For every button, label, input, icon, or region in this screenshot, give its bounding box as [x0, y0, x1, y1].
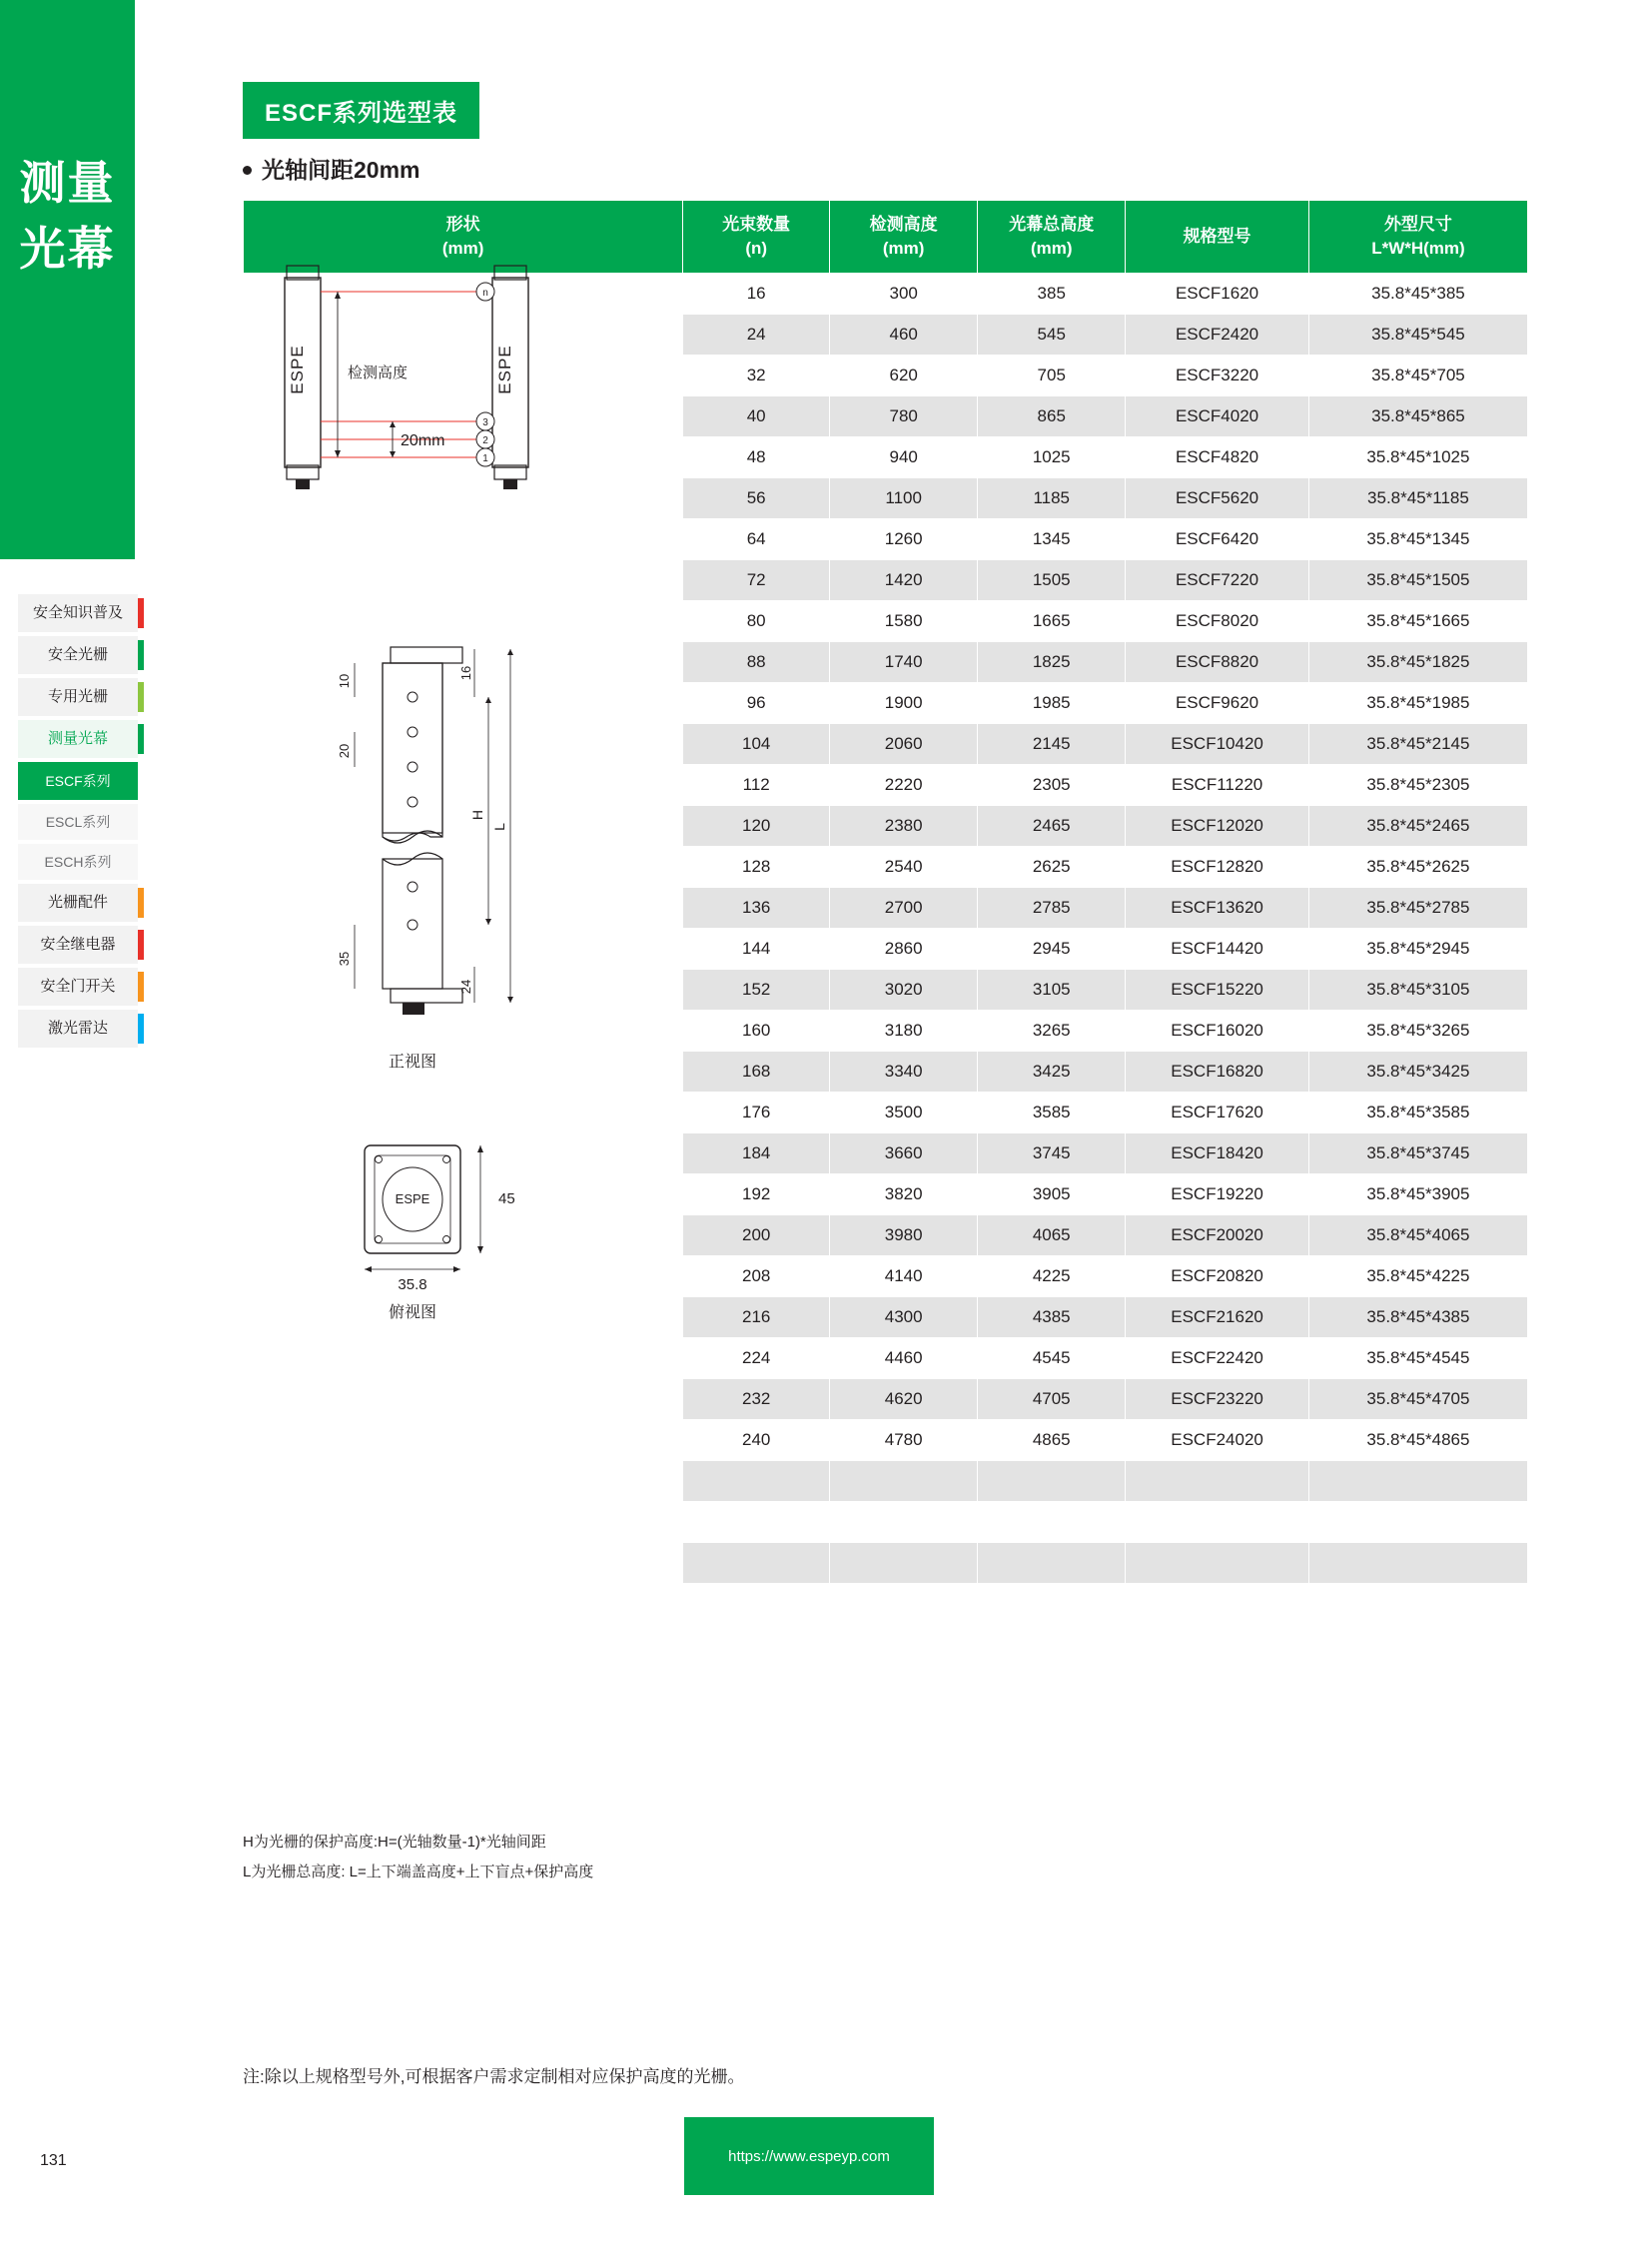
cell-beam-count: 176: [683, 1093, 830, 1133]
sidebar-item-label: 安全继电器: [40, 936, 116, 953]
sidebar-item-label: 安全门开关: [40, 978, 116, 995]
svg-text:35.8: 35.8: [398, 1276, 427, 1293]
page-number: 131: [40, 2152, 67, 2169]
cell-model: ESCF14420: [1126, 929, 1309, 970]
cell-model: ESCF12020: [1126, 806, 1309, 847]
cell-total-height: 1985: [978, 683, 1126, 724]
cell-model: ESCF8020: [1126, 601, 1309, 642]
cell-total-height: 3425: [978, 1052, 1126, 1093]
cell-detect-height: 1260: [830, 519, 978, 560]
footnote: 注:除以上规格型号外,可根据客户需求定制相对应保护高度的光栅。: [243, 2067, 745, 2086]
svg-text:10: 10: [337, 673, 352, 689]
cell-model: ESCF10420: [1126, 724, 1309, 765]
nav-color-bar: [138, 972, 144, 1002]
cell-total-height: 1025: [978, 437, 1126, 478]
cell-dimensions: 35.8*45*545: [1308, 315, 1527, 356]
cell-model: [1126, 1502, 1309, 1543]
svg-text:L: L: [491, 823, 507, 831]
sidebar-item-label: ESCH系列: [44, 854, 112, 870]
cell-detect-height: 2060: [830, 724, 978, 765]
cell-dimensions: 35.8*45*4225: [1308, 1256, 1527, 1297]
svg-text:20: 20: [337, 743, 352, 759]
cell-dimensions: 35.8*45*705: [1308, 356, 1527, 396]
cell-total-height: 705: [978, 356, 1126, 396]
cell-detect-height: 4300: [830, 1297, 978, 1338]
cell-total-height: 1185: [978, 478, 1126, 519]
th-model: [1126, 201, 1309, 274]
cell-model: ESCF11220: [1126, 765, 1309, 806]
svg-text:1: 1: [482, 453, 488, 464]
cell-dimensions: 35.8*45*1985: [1308, 683, 1527, 724]
nav-color-bar: [138, 682, 144, 712]
cell-beam-count: 200: [683, 1215, 830, 1256]
cell-beam-count: [683, 1584, 830, 1625]
sidebar-item-label: ESCL系列: [45, 814, 111, 830]
cell-beam-count: 152: [683, 970, 830, 1011]
th-model-line1: 规格型号: [1183, 227, 1251, 246]
cell-total-height: 2625: [978, 847, 1126, 888]
cell-detect-height: [830, 1584, 978, 1625]
cell-beam-count: 80: [683, 601, 830, 642]
th-dimensions-line2: L*W*H(mm): [1371, 239, 1465, 258]
cell-total-height: 4385: [978, 1297, 1126, 1338]
cell-beam-count: 24: [683, 315, 830, 356]
cell-model: [1126, 1461, 1309, 1502]
sidebar-item-grating-accessories[interactable]: [18, 884, 138, 922]
cell-beam-count: [683, 1502, 830, 1543]
cell-beam-count: 48: [683, 437, 830, 478]
sidebar-item-safety-grating[interactable]: [18, 636, 138, 674]
cell-beam-count: 120: [683, 806, 830, 847]
th-dimensions: [1308, 201, 1527, 274]
cell-detect-height: 4460: [830, 1338, 978, 1379]
cell-model: ESCF17620: [1126, 1093, 1309, 1133]
th-detect-height-line1: 检测高度: [869, 215, 938, 234]
cell-model: ESCF9620: [1126, 683, 1309, 724]
cell-dimensions: 35.8*45*865: [1308, 396, 1527, 437]
cell-model: ESCF22420: [1126, 1338, 1309, 1379]
cell-model: ESCF3220: [1126, 356, 1309, 396]
cell-dimensions: 35.8*45*3265: [1308, 1011, 1527, 1052]
footer-url[interactable]: https://www.espeyp.com: [684, 2117, 934, 2195]
th-total-height-line2: (mm): [1030, 239, 1073, 258]
cell-detect-height: 2700: [830, 888, 978, 929]
beam-pair-diagram: [243, 250, 697, 549]
cell-total-height: 4065: [978, 1215, 1126, 1256]
cell-total-height: 2465: [978, 806, 1126, 847]
cell-dimensions: [1308, 1461, 1527, 1502]
sidebar-item-label: 光栅配件: [47, 894, 108, 911]
cell-beam-count: [683, 1543, 830, 1584]
cell-beam-count: 128: [683, 847, 830, 888]
cell-detect-height: 2380: [830, 806, 978, 847]
sidebar-item-label: 安全知识普及: [32, 604, 123, 621]
cell-model: ESCF8820: [1126, 642, 1309, 683]
cell-beam-count: 88: [683, 642, 830, 683]
nav-color-bar: [138, 930, 144, 960]
cell-beam-count: 144: [683, 929, 830, 970]
top-view-diagram: [243, 1133, 697, 1303]
cell-total-height: [978, 1502, 1126, 1543]
cell-dimensions: 35.8*45*4065: [1308, 1215, 1527, 1256]
cell-model: [1126, 1584, 1309, 1625]
cell-model: ESCF2420: [1126, 315, 1309, 356]
cell-beam-count: 192: [683, 1174, 830, 1215]
cell-detect-height: 1900: [830, 683, 978, 724]
cell-model: ESCF16820: [1126, 1052, 1309, 1093]
cell-total-height: 865: [978, 396, 1126, 437]
top-view-caption: 俯视图: [388, 1304, 436, 1321]
cell-total-height: 545: [978, 315, 1126, 356]
th-detect-height-line2: (mm): [882, 239, 925, 258]
svg-text:ESPE: ESPE: [288, 345, 307, 394]
cell-beam-count: 72: [683, 560, 830, 601]
cell-model: ESCF21620: [1126, 1297, 1309, 1338]
cell-dimensions: [1308, 1543, 1527, 1584]
cell-detect-height: 4780: [830, 1420, 978, 1461]
sidebar-item-safety-relay[interactable]: [18, 926, 138, 964]
nav-color-bar: [138, 1014, 144, 1044]
cell-model: ESCF1620: [1126, 274, 1309, 315]
cell-detect-height: 3660: [830, 1133, 978, 1174]
th-beam-count: [683, 201, 830, 274]
cell-total-height: [978, 1584, 1126, 1625]
cell-dimensions: 35.8*45*4385: [1308, 1297, 1527, 1338]
cell-beam-count: 224: [683, 1338, 830, 1379]
cell-beam-count: 40: [683, 396, 830, 437]
svg-text:24: 24: [458, 979, 473, 995]
cell-beam-count: 184: [683, 1133, 830, 1174]
cell-dimensions: [1308, 1502, 1527, 1543]
cell-detect-height: [830, 1502, 978, 1543]
cell-detect-height: 1420: [830, 560, 978, 601]
sidebar-item-escl-series[interactable]: [18, 804, 138, 840]
drawings-area: [243, 250, 697, 1548]
svg-text:ESPE: ESPE: [495, 345, 514, 394]
cell-detect-height: 620: [830, 356, 978, 396]
cell-dimensions: 35.8*45*3425: [1308, 1052, 1527, 1093]
cell-total-height: 3585: [978, 1093, 1126, 1133]
cell-total-height: 3105: [978, 970, 1126, 1011]
cell-detect-height: 460: [830, 315, 978, 356]
cell-total-height: 1825: [978, 642, 1126, 683]
cell-detect-height: 300: [830, 274, 978, 315]
cell-beam-count: 136: [683, 888, 830, 929]
cell-dimensions: 35.8*45*4865: [1308, 1420, 1527, 1461]
cell-total-height: 4545: [978, 1338, 1126, 1379]
cell-detect-height: 4140: [830, 1256, 978, 1297]
svg-text:45: 45: [498, 1190, 515, 1207]
cell-model: ESCF20020: [1126, 1215, 1309, 1256]
svg-text:20mm: 20mm: [401, 432, 445, 449]
svg-text:H: H: [469, 809, 485, 821]
cell-model: [1126, 1543, 1309, 1584]
cell-total-height: 4225: [978, 1256, 1126, 1297]
front-view-caption: 正视图: [388, 1054, 436, 1071]
page-title-badge: ESCF系列选型表: [243, 82, 479, 139]
th-shape-line2: (mm): [441, 239, 484, 258]
cell-dimensions: 35.8*45*1665: [1308, 601, 1527, 642]
cell-detect-height: 3820: [830, 1174, 978, 1215]
cell-model: ESCF13620: [1126, 888, 1309, 929]
cell-dimensions: 35.8*45*2305: [1308, 765, 1527, 806]
bullet-icon: [243, 166, 252, 175]
cell-dimensions: 35.8*45*1025: [1308, 437, 1527, 478]
note-line-1: H为光栅的保护高度:H=(光轴数量-1)*光轴间距: [243, 1834, 546, 1851]
svg-text:检测高度: 检测高度: [348, 365, 409, 381]
cell-model: ESCF4820: [1126, 437, 1309, 478]
cell-total-height: [978, 1461, 1126, 1502]
cell-beam-count: 56: [683, 478, 830, 519]
cell-model: ESCF6420: [1126, 519, 1309, 560]
cell-total-height: 4705: [978, 1379, 1126, 1420]
th-total-height-line1: 光幕总高度: [1009, 215, 1095, 234]
cell-total-height: 385: [978, 274, 1126, 315]
cell-total-height: 1505: [978, 560, 1126, 601]
svg-text:3: 3: [482, 417, 488, 428]
sidebar-vertical-title: 测量光幕: [19, 157, 116, 275]
cell-total-height: 2785: [978, 888, 1126, 929]
cell-beam-count: 16: [683, 274, 830, 315]
sidebar-item-safety-door-switch[interactable]: [18, 968, 138, 1006]
svg-text:n: n: [482, 288, 488, 299]
subtitle-text: 光轴间距20mm: [262, 157, 420, 183]
cell-model: ESCF23220: [1126, 1379, 1309, 1420]
cell-beam-count: 112: [683, 765, 830, 806]
cell-total-height: 3745: [978, 1133, 1126, 1174]
cell-dimensions: 35.8*45*2945: [1308, 929, 1527, 970]
th-beam-count-line1: 光束数量: [722, 215, 791, 234]
cell-beam-count: 96: [683, 683, 830, 724]
sidebar-item-label: 专用光栅: [47, 688, 108, 705]
formula-notes: [243, 1828, 712, 1887]
cell-beam-count: 208: [683, 1256, 830, 1297]
cell-dimensions: 35.8*45*3905: [1308, 1174, 1527, 1215]
cell-dimensions: 35.8*45*4545: [1308, 1338, 1527, 1379]
cell-total-height: 2145: [978, 724, 1126, 765]
cell-beam-count: 32: [683, 356, 830, 396]
nav-color-bar: [138, 598, 144, 628]
th-total-height: [978, 201, 1126, 274]
cell-detect-height: 940: [830, 437, 978, 478]
sidebar-item-measuring-curtain[interactable]: [18, 720, 138, 758]
th-shape-line1: 形状: [445, 215, 480, 234]
cell-total-height: 3265: [978, 1011, 1126, 1052]
cell-model: ESCF15220: [1126, 970, 1309, 1011]
cell-dimensions: 35.8*45*4705: [1308, 1379, 1527, 1420]
cell-dimensions: 35.8*45*2145: [1308, 724, 1527, 765]
front-view-diagram: [243, 637, 697, 1067]
cell-beam-count: 168: [683, 1052, 830, 1093]
th-beam-count-line2: (n): [745, 239, 768, 258]
cell-dimensions: 35.8*45*1345: [1308, 519, 1527, 560]
cell-total-height: [978, 1543, 1126, 1584]
cell-dimensions: 35.8*45*2785: [1308, 888, 1527, 929]
svg-text:35: 35: [337, 951, 352, 967]
cell-model: ESCF24020: [1126, 1420, 1309, 1461]
svg-text:16: 16: [458, 665, 473, 681]
sidebar-nav: [18, 594, 138, 1052]
sidebar-item-esch-series[interactable]: [18, 844, 138, 880]
cell-beam-count: 104: [683, 724, 830, 765]
svg-text:2: 2: [482, 435, 488, 446]
cell-model: ESCF20820: [1126, 1256, 1309, 1297]
cell-dimensions: 35.8*45*1825: [1308, 642, 1527, 683]
cell-model: ESCF19220: [1126, 1174, 1309, 1215]
th-dimensions-line1: 外型尺寸: [1383, 215, 1452, 234]
cell-model: ESCF18420: [1126, 1133, 1309, 1174]
cell-dimensions: 35.8*45*2465: [1308, 806, 1527, 847]
cell-detect-height: 1580: [830, 601, 978, 642]
sidebar: [0, 0, 135, 2241]
sidebar-item-special-grating[interactable]: [18, 678, 138, 716]
cell-detect-height: 2540: [830, 847, 978, 888]
cell-detect-height: 4620: [830, 1379, 978, 1420]
cell-dimensions: [1308, 1584, 1527, 1625]
cell-model: ESCF4020: [1126, 396, 1309, 437]
nav-color-bar: [138, 888, 144, 918]
cell-model: ESCF12820: [1126, 847, 1309, 888]
cell-beam-count: 216: [683, 1297, 830, 1338]
cell-dimensions: 35.8*45*1505: [1308, 560, 1527, 601]
sidebar-item-escf-series[interactable]: [18, 762, 138, 800]
cell-model: ESCF7220: [1126, 560, 1309, 601]
cell-dimensions: 35.8*45*3585: [1308, 1093, 1527, 1133]
cell-beam-count: 240: [683, 1420, 830, 1461]
cell-detect-height: 3180: [830, 1011, 978, 1052]
cell-detect-height: 3500: [830, 1093, 978, 1133]
cell-total-height: 1345: [978, 519, 1126, 560]
cell-detect-height: 1740: [830, 642, 978, 683]
cell-detect-height: 3020: [830, 970, 978, 1011]
th-detect-height: [830, 201, 978, 274]
cell-dimensions: 35.8*45*3745: [1308, 1133, 1527, 1174]
svg-text:ESPE: ESPE: [395, 1191, 430, 1206]
sidebar-item-label: 安全光栅: [47, 646, 108, 663]
sidebar-item-label: ESCF系列: [45, 773, 111, 789]
cell-total-height: 4865: [978, 1420, 1126, 1461]
sidebar-item-safety-knowledge[interactable]: [18, 594, 138, 632]
cell-total-height: 2305: [978, 765, 1126, 806]
nav-color-bar: [138, 724, 144, 754]
cell-detect-height: 1100: [830, 478, 978, 519]
cell-dimensions: 35.8*45*1185: [1308, 478, 1527, 519]
nav-color-bar: [138, 640, 144, 670]
note-line-2: L为光栅总高度: L=上下端盖高度+上下盲点+保护高度: [243, 1864, 594, 1880]
cell-beam-count: 64: [683, 519, 830, 560]
cell-detect-height: 2860: [830, 929, 978, 970]
cell-beam-count: [683, 1461, 830, 1502]
sidebar-item-label: 激光雷达: [47, 1020, 108, 1037]
cell-detect-height: [830, 1543, 978, 1584]
cell-detect-height: [830, 1461, 978, 1502]
cell-detect-height: 780: [830, 396, 978, 437]
cell-detect-height: 3340: [830, 1052, 978, 1093]
page-subtitle: [243, 152, 419, 185]
cell-dimensions: 35.8*45*2625: [1308, 847, 1527, 888]
cell-dimensions: 35.8*45*3105: [1308, 970, 1527, 1011]
cell-detect-height: 2220: [830, 765, 978, 806]
cell-beam-count: 160: [683, 1011, 830, 1052]
cell-model: ESCF5620: [1126, 478, 1309, 519]
sidebar-item-label: 测量光幕: [47, 730, 108, 747]
cell-dimensions: 35.8*45*385: [1308, 274, 1527, 315]
cell-total-height: 3905: [978, 1174, 1126, 1215]
cell-model: ESCF16020: [1126, 1011, 1309, 1052]
cell-total-height: 1665: [978, 601, 1126, 642]
cell-total-height: 2945: [978, 929, 1126, 970]
cell-beam-count: 232: [683, 1379, 830, 1420]
cell-detect-height: 3980: [830, 1215, 978, 1256]
sidebar-item-laser-radar[interactable]: [18, 1010, 138, 1048]
